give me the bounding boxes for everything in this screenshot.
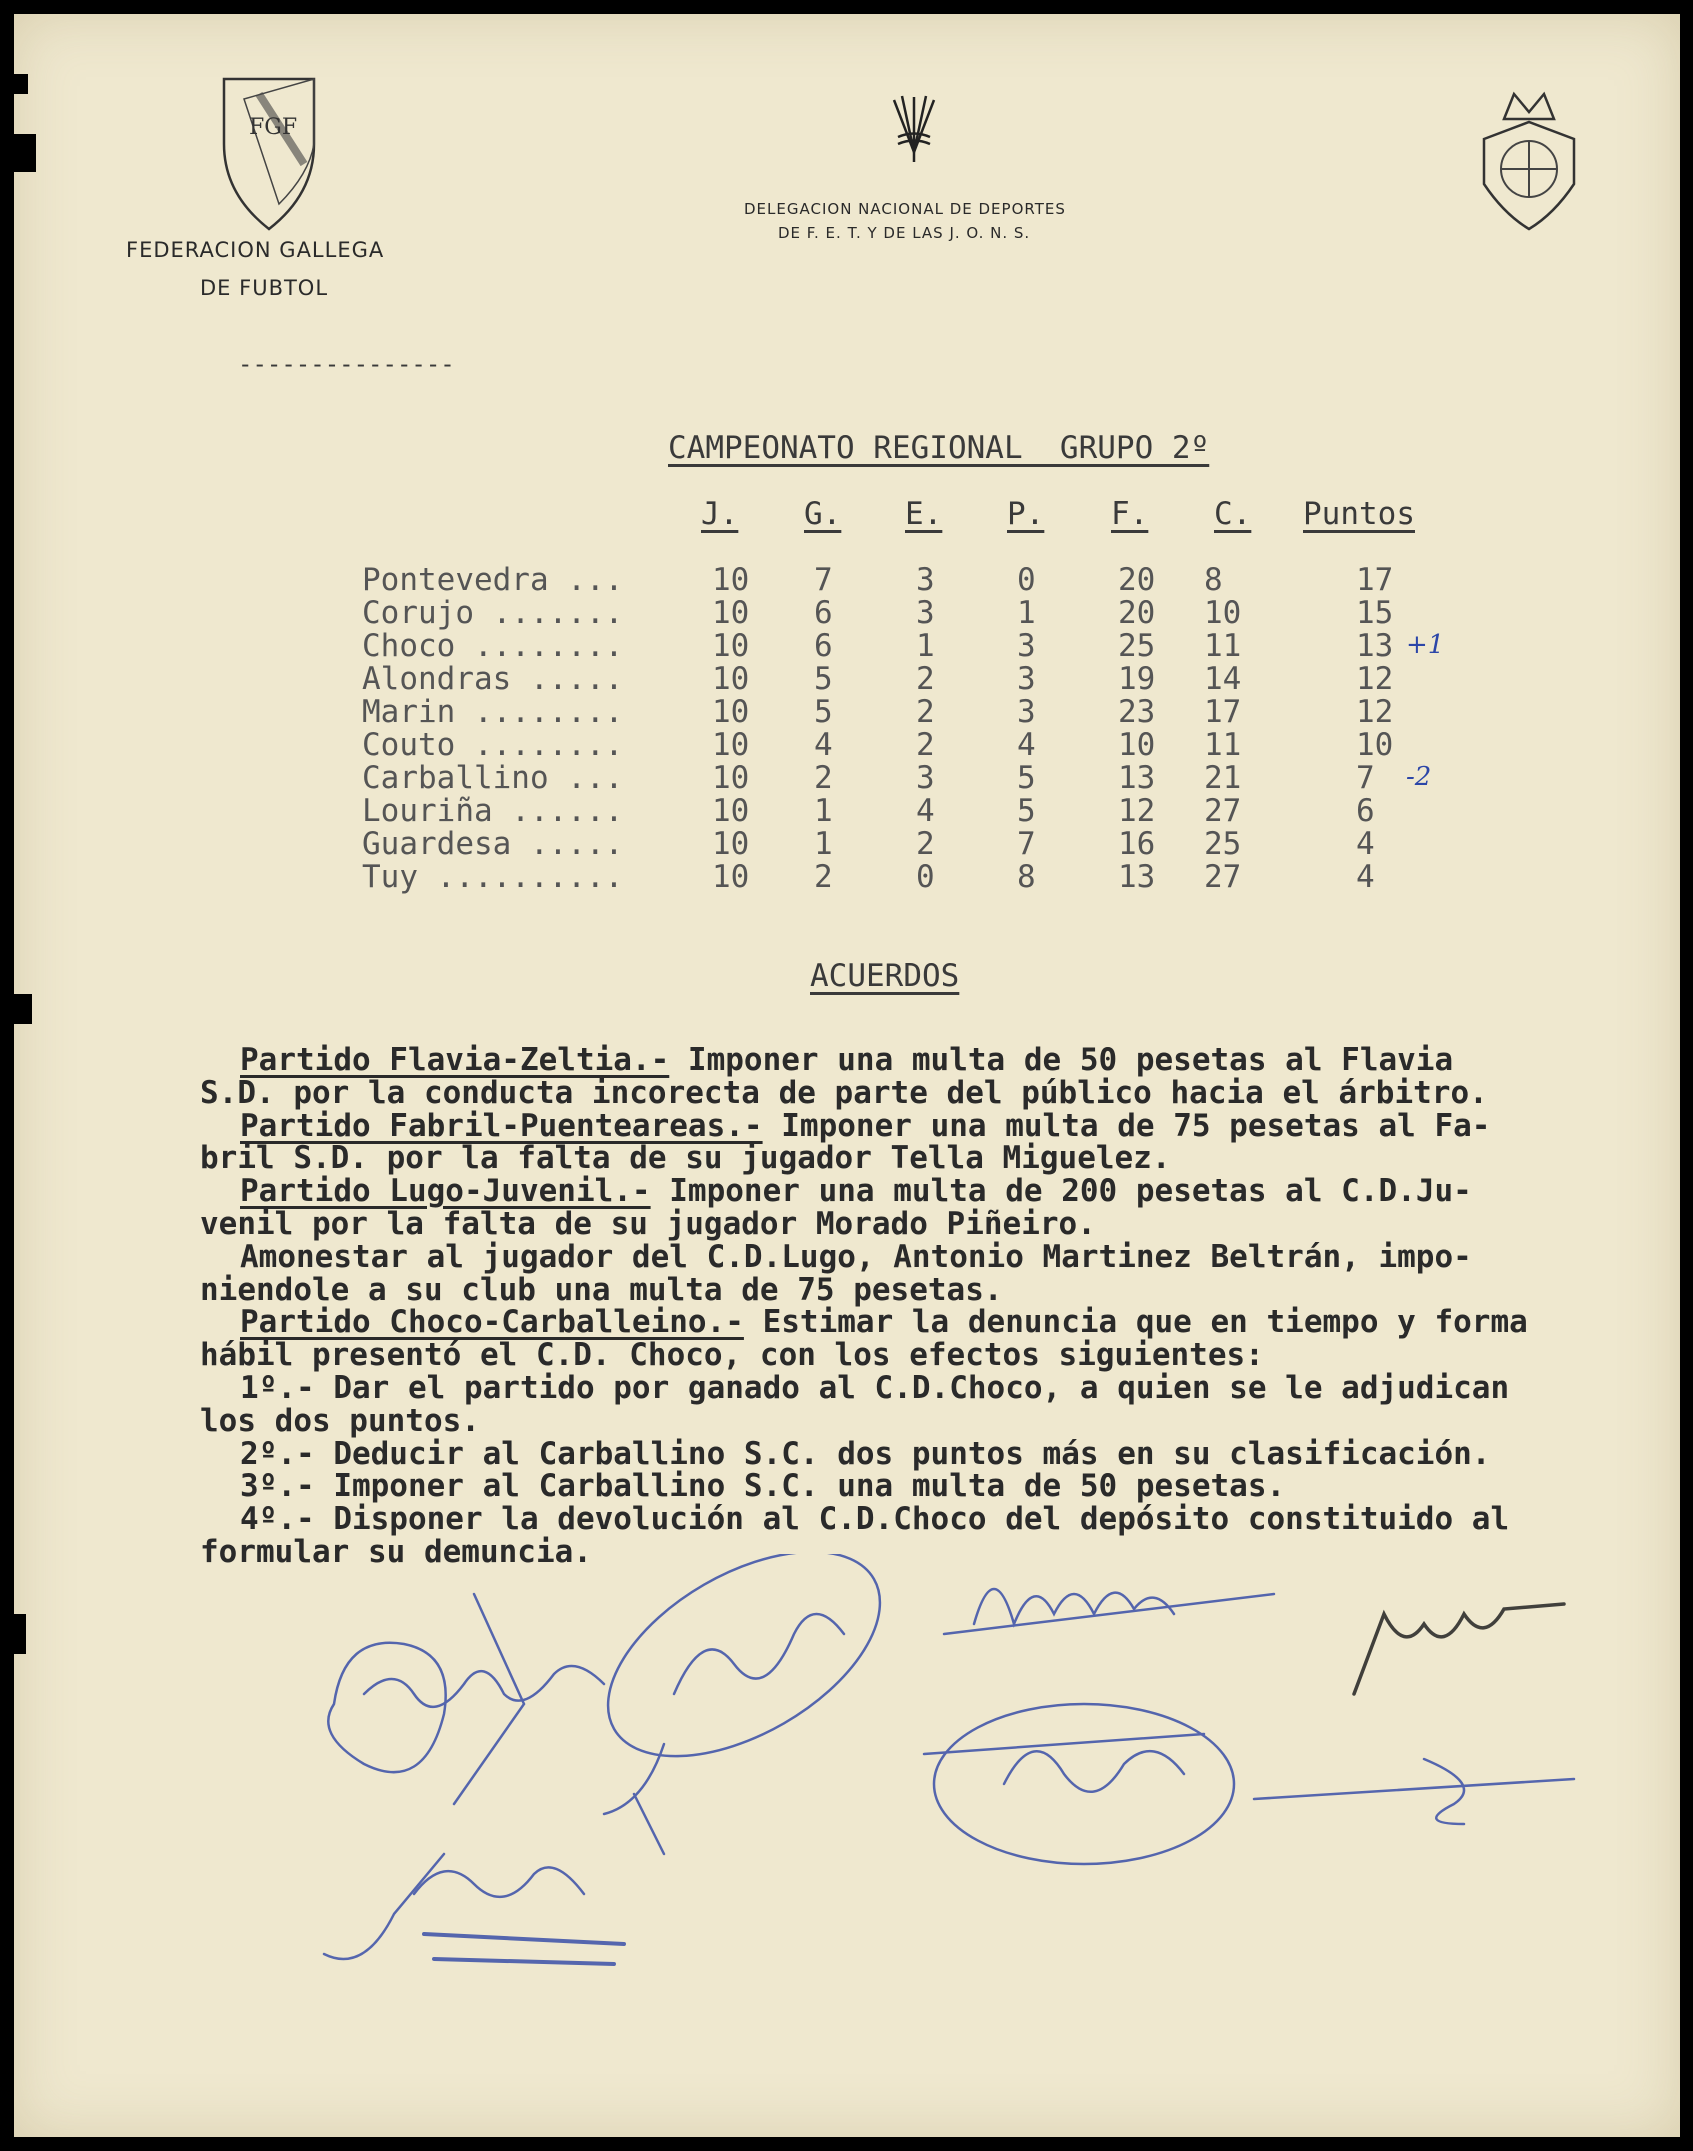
stat-g: 2 xyxy=(814,760,833,796)
stat-p: 7 xyxy=(1017,826,1036,862)
acuerdo-line xyxy=(200,1074,1680,1111)
acuerdo-text: formular su demuncia. xyxy=(200,1534,592,1570)
acuerdo-text: Imponer una multa de 75 pesetas al Fa- xyxy=(762,1107,1491,1144)
acuerdos-title: ACUERDOS xyxy=(810,958,960,994)
acuerdo-line xyxy=(240,1503,1693,1536)
stat-p: 1 xyxy=(1017,595,1036,631)
acuerdo-text: 1º.- Dar el partido por ganado al C.D.Choco, a quien se le adjudican xyxy=(240,1370,1510,1406)
svg-text:FGF: FGF xyxy=(249,115,298,140)
acuerdo-line xyxy=(240,1044,1693,1077)
stat-g: 7 xyxy=(814,562,833,598)
stat-c: 17 xyxy=(1204,694,1242,730)
stat-e: 4 xyxy=(916,793,935,829)
acuerdo-line xyxy=(240,1107,1693,1144)
stat-c: 14 xyxy=(1204,661,1242,697)
stat-c: 11 xyxy=(1204,628,1242,664)
match-heading: Partido Lugo-Juvenil.- xyxy=(240,1173,651,1210)
acuerdo-text: 4º.- Disponer la devolución al C.D.Choco del depósito constituido al xyxy=(240,1501,1510,1538)
stat-f: 10 xyxy=(1118,727,1156,763)
stat-pts: 10 xyxy=(1356,727,1394,763)
stat-c: 21 xyxy=(1204,760,1242,796)
stat-p: 8 xyxy=(1017,859,1036,895)
col-header-j: J. xyxy=(701,496,739,532)
stat-pts: 4 xyxy=(1356,859,1375,895)
stat-e: 3 xyxy=(916,562,935,598)
stat-g: 4 xyxy=(814,727,833,763)
acuerdo-text: Amonestar al jugador del C.D.Lugo, Antonio Martinez Beltrán, impo- xyxy=(240,1238,1472,1275)
stat-pts: 12 xyxy=(1356,694,1394,730)
acuerdo-line xyxy=(240,1238,1693,1275)
acuerdo-text: 2º.- Deducir al Carballino S.C. dos puntos más en su clasificación. xyxy=(240,1435,1491,1472)
stat-j: 10 xyxy=(712,793,750,829)
table-title: CAMPEONATO REGIONAL GRUPO 2º xyxy=(668,430,1210,466)
team-name: Carballino ... xyxy=(362,760,624,796)
stat-j: 10 xyxy=(712,694,750,730)
stat-j: 10 xyxy=(712,595,750,631)
col-header-e: E. xyxy=(905,496,943,532)
stat-p: 3 xyxy=(1017,694,1036,730)
stat-g: 2 xyxy=(814,859,833,895)
stat-g: 5 xyxy=(814,661,833,697)
stat-c: 25 xyxy=(1204,826,1242,862)
stat-pts: 17 xyxy=(1356,562,1394,598)
stat-g: 6 xyxy=(814,595,833,631)
acuerdo-line xyxy=(200,1142,1680,1175)
col-header-g: G. xyxy=(804,496,842,532)
acuerdo-line xyxy=(200,1208,1680,1241)
col-header-f: F. xyxy=(1111,496,1149,532)
acuerdo-text: Imponer una multa de 200 pesetas al C.D.Ju- xyxy=(650,1173,1472,1210)
stat-c: 11 xyxy=(1204,727,1242,763)
stat-c: 27 xyxy=(1204,793,1242,829)
team-name: Couto ........ xyxy=(362,727,624,763)
team-name: Louriña ...... xyxy=(362,793,624,829)
team-name: Choco ........ xyxy=(362,628,624,664)
document-page xyxy=(14,14,1680,2137)
stat-g: 6 xyxy=(814,628,833,664)
acuerdo-line xyxy=(240,1306,1693,1339)
match-heading: Partido Fabril-Puenteareas.- xyxy=(240,1107,763,1144)
stat-e: 2 xyxy=(916,826,935,862)
stat-e: 2 xyxy=(916,727,935,763)
stat-f: 19 xyxy=(1118,661,1156,697)
stat-g: 5 xyxy=(814,694,833,730)
stat-f: 20 xyxy=(1118,562,1156,598)
stat-pts: 13 xyxy=(1356,628,1394,664)
federation-name-line2: DE FUBTOL xyxy=(200,276,329,300)
stat-j: 10 xyxy=(712,661,750,697)
stat-e: 3 xyxy=(916,595,935,631)
signatures-block xyxy=(304,1554,1693,2054)
stat-g: 1 xyxy=(814,793,833,829)
acuerdo-text: los dos puntos. xyxy=(200,1402,480,1439)
match-heading: Partido Choco-Carballeino.- xyxy=(240,1304,744,1341)
stat-j: 10 xyxy=(712,628,750,664)
stat-j: 10 xyxy=(712,562,750,598)
stat-f: 23 xyxy=(1118,694,1156,730)
handwritten-points-adjustment: -2 xyxy=(1406,762,1432,792)
acuerdo-line xyxy=(200,1339,1680,1372)
acuerdo-text: hábil presentó el C.D. Choco, con los efectos siguientes: xyxy=(200,1337,1264,1374)
stat-p: 4 xyxy=(1017,727,1036,763)
acuerdo-text: bril S.D. por la falta de su jugador Tella Miguelez. xyxy=(200,1140,1171,1177)
stat-f: 12 xyxy=(1118,793,1156,829)
stat-c: 10 xyxy=(1204,595,1242,631)
stat-g: 1 xyxy=(814,826,833,862)
team-name: Guardesa ..... xyxy=(362,826,624,862)
acuerdo-line xyxy=(240,1470,1693,1503)
stat-pts: 7 xyxy=(1356,760,1375,796)
stat-j: 10 xyxy=(712,826,750,862)
match-heading: Partido Flavia-Zeltia.- xyxy=(240,1042,670,1078)
stat-p: 5 xyxy=(1017,760,1036,796)
stat-j: 10 xyxy=(712,859,750,895)
col-header-c: C. xyxy=(1214,496,1252,532)
delegation-line2: DE F. E. T. Y DE LAS J. O. N. S. xyxy=(778,224,1031,242)
delegation-line1: DELEGACION NACIONAL DE DEPORTES xyxy=(744,200,1066,218)
header-rule: --------------- xyxy=(238,350,455,378)
stat-e: 0 xyxy=(916,859,935,895)
stat-e: 2 xyxy=(916,661,935,697)
acuerdo-text: Estimar la denuncia que en tiempo y forma xyxy=(743,1304,1528,1341)
stat-e: 2 xyxy=(916,694,935,730)
stat-e: 1 xyxy=(916,628,935,664)
stat-f: 25 xyxy=(1118,628,1156,664)
stat-f: 13 xyxy=(1118,760,1156,796)
acuerdo-text: venil por la falta de su jugador Morado Piñeiro. xyxy=(200,1206,1096,1242)
stat-p: 3 xyxy=(1017,661,1036,697)
col-header-p: P. xyxy=(1007,496,1045,532)
acuerdo-text: Imponer una multa de 50 pesetas al Flavia xyxy=(669,1042,1454,1078)
stat-c: 27 xyxy=(1204,859,1242,895)
stat-p: 5 xyxy=(1017,793,1036,829)
acuerdo-text: 3º.- Imponer al Carballino S.C. una multa de 50 pesetas. xyxy=(240,1468,1286,1505)
stat-f: 20 xyxy=(1118,595,1156,631)
handwritten-points-adjustment: +1 xyxy=(1406,630,1445,660)
federation-name-line1: FEDERACION GALLEGA xyxy=(126,238,385,262)
acuerdo-line xyxy=(240,1175,1693,1208)
acuerdo-line xyxy=(200,1402,1680,1439)
acuerdo-line xyxy=(240,1435,1693,1472)
stat-pts: 4 xyxy=(1356,826,1375,862)
acuerdo-text: S.D. por la conducta incorecta de parte del público hacia el árbitro. xyxy=(200,1074,1488,1111)
stat-e: 3 xyxy=(916,760,935,796)
team-name: Tuy .......... xyxy=(362,859,624,895)
stat-pts: 6 xyxy=(1356,793,1375,829)
acuerdo-line xyxy=(200,1271,1680,1308)
team-name: Marin ........ xyxy=(362,694,624,730)
acuerdo-text: niendole a su club una multa de 75 pesetas. xyxy=(200,1271,1003,1308)
stat-p: 0 xyxy=(1017,562,1036,598)
stat-j: 10 xyxy=(712,727,750,763)
team-name: Corujo ....... xyxy=(362,595,624,631)
team-name: Pontevedra ... xyxy=(362,562,624,598)
acuerdo-line xyxy=(240,1372,1693,1405)
col-header-puntos: Puntos xyxy=(1303,496,1415,532)
stat-p: 3 xyxy=(1017,628,1036,664)
stat-pts: 12 xyxy=(1356,661,1394,697)
stat-c: 8 xyxy=(1204,562,1223,598)
stat-pts: 15 xyxy=(1356,595,1394,631)
team-name: Alondras ..... xyxy=(362,661,624,697)
stat-f: 16 xyxy=(1118,826,1156,862)
stat-j: 10 xyxy=(712,760,750,796)
stat-f: 13 xyxy=(1118,859,1156,895)
